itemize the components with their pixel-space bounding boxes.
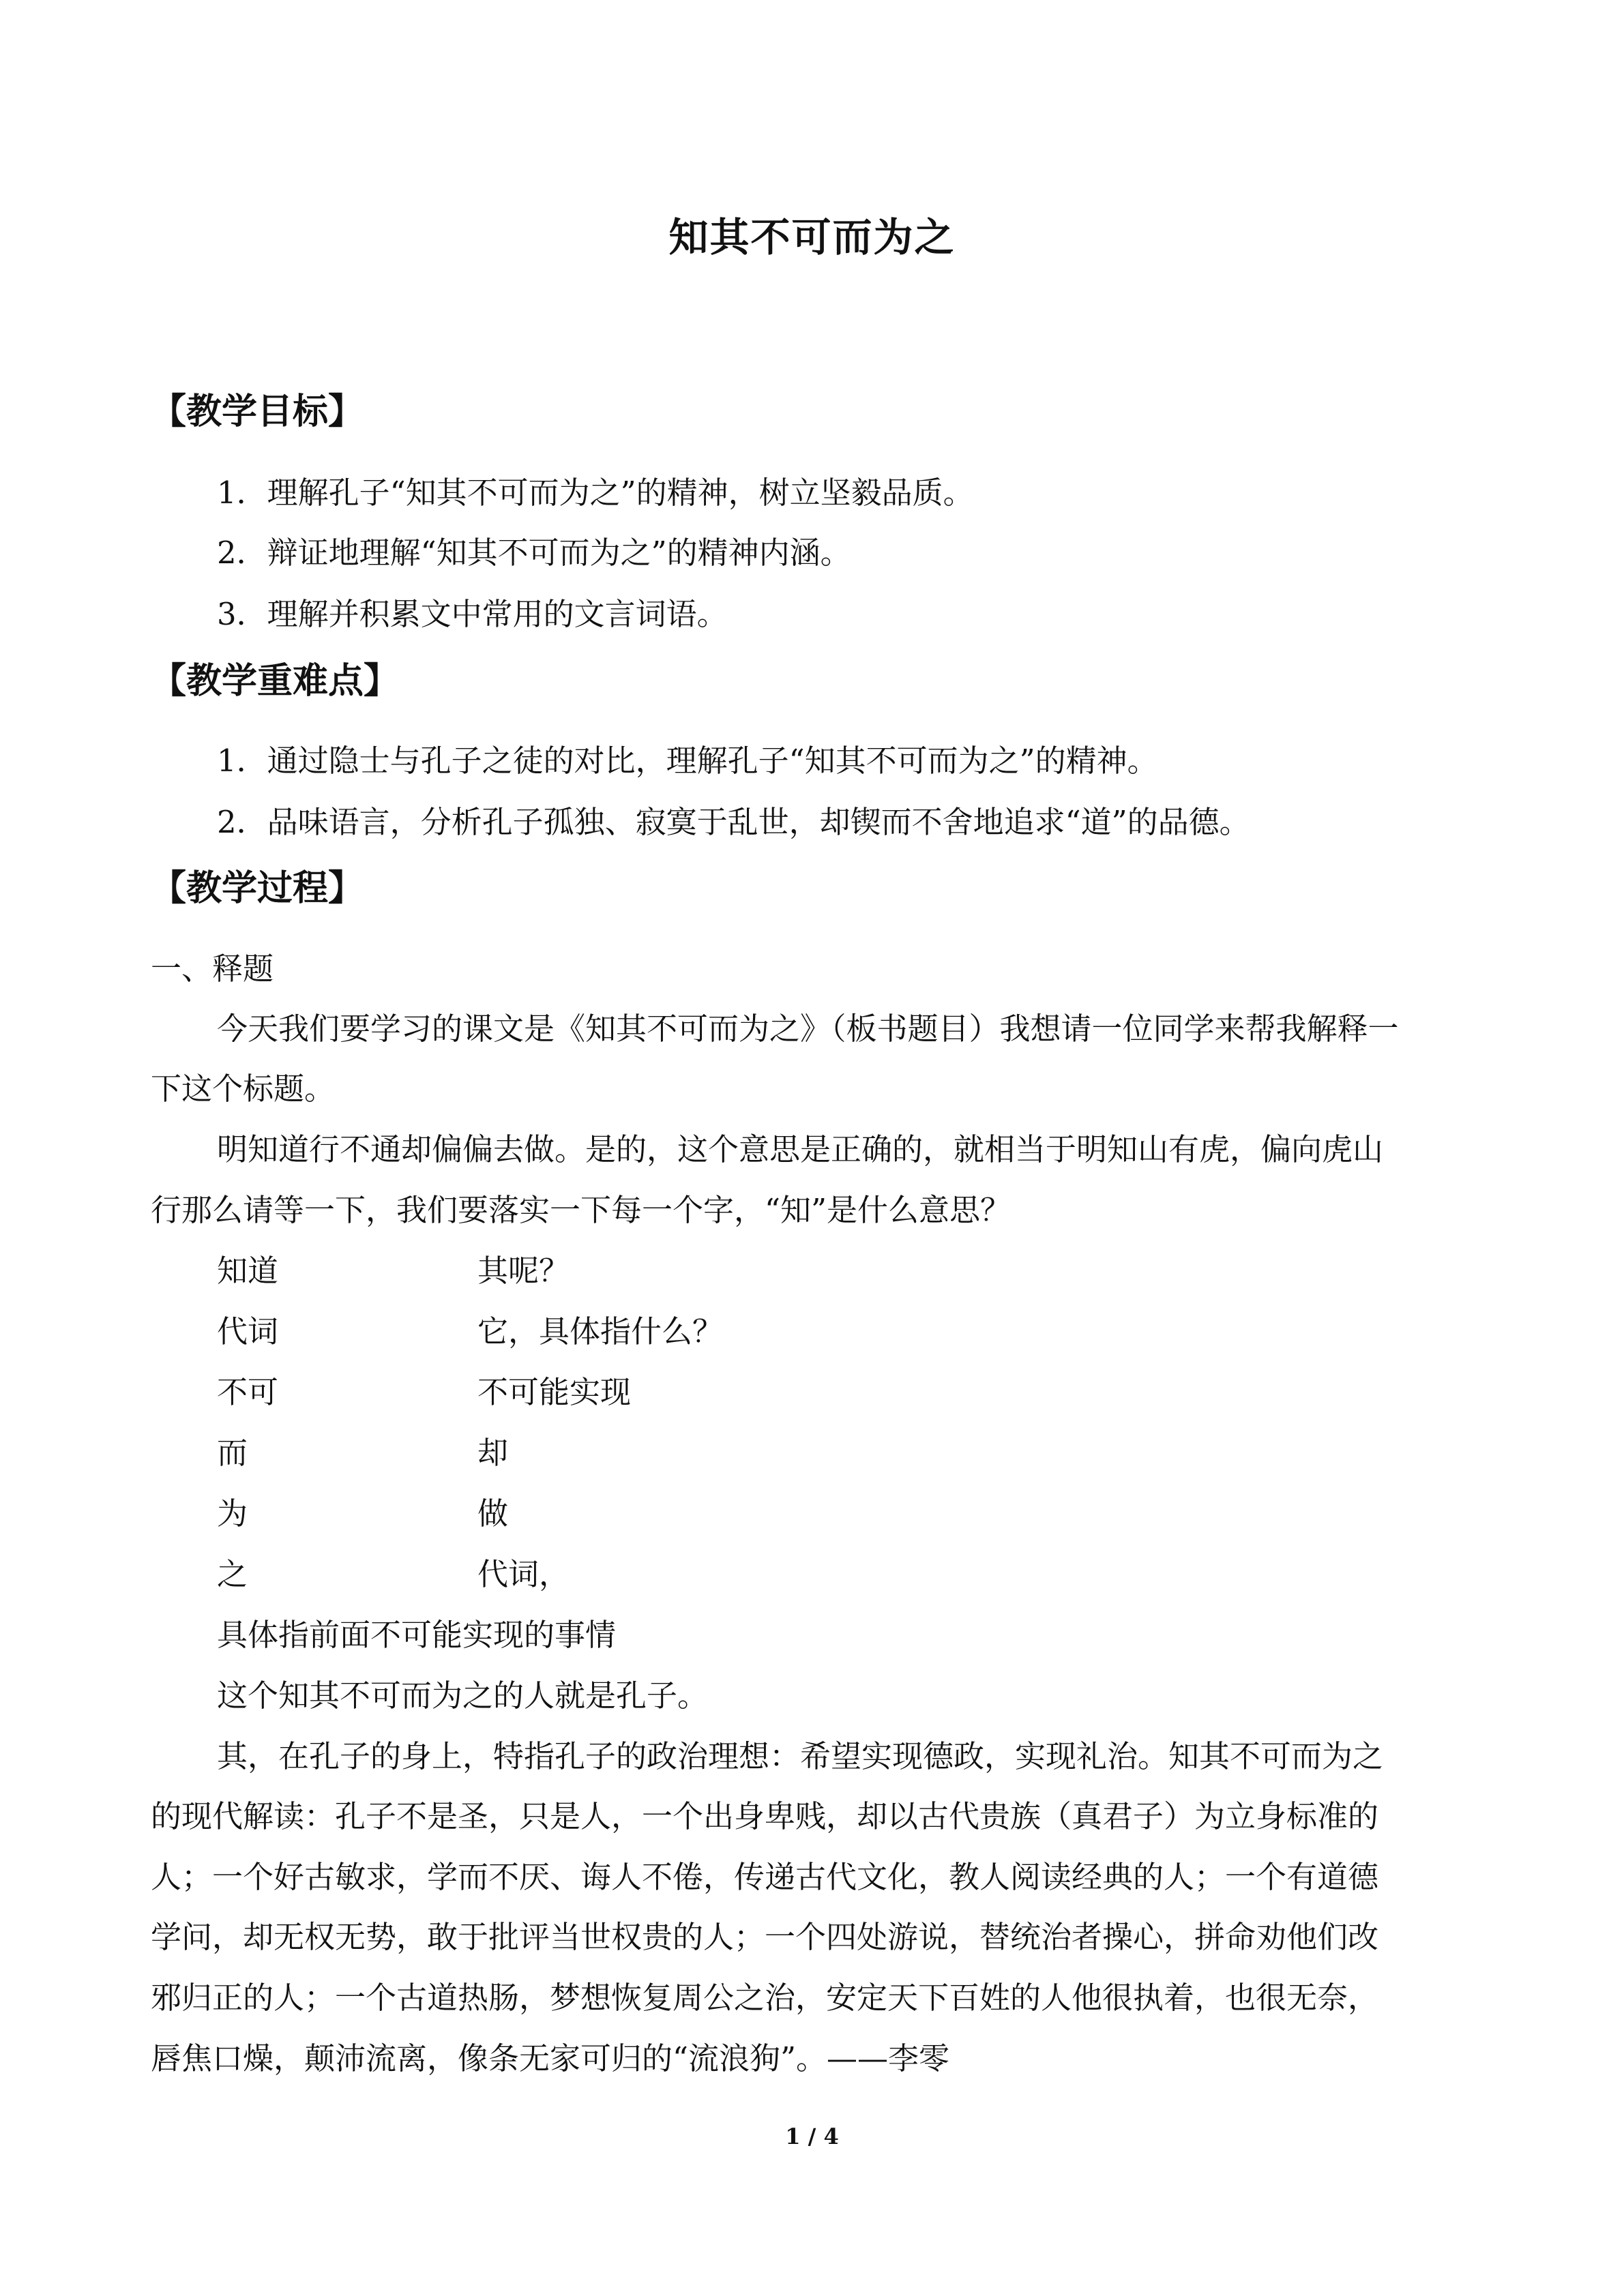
glossary-meaning: 其呢？ — [477, 1253, 570, 1289]
glossary-term: 代词 — [217, 1313, 279, 1350]
paragraph-3-line-6: 唇焦口燥，颠沛流离，像条无家可归的“流浪狗”。——李零 — [151, 2040, 950, 2076]
objective-item-2: 2．辩证地理解“知其不可而为之”的精神内涵。 — [217, 535, 851, 571]
confucius-statement: 这个知其不可而为之的人就是孔子。 — [217, 1678, 709, 1714]
heading-process: 【教学过程】 — [151, 868, 364, 909]
glossary-meaning: 不可能实现 — [477, 1374, 632, 1410]
objective-item-1: 1．理解孔子“知其不可而为之”的精神，树立坚毅品质。 — [217, 475, 974, 511]
objective-item-3: 3．理解并积累文中常用的文言词语。 — [217, 596, 728, 632]
heading-key-points: 【教学重难点】 — [151, 661, 400, 702]
paragraph-1-line-1: 今天我们要学习的课文是《知其不可而为之》（板书题目）我想请一位同学来帮我解释一 — [217, 1011, 1399, 1047]
glossary-term: 之 — [217, 1556, 248, 1592]
paragraph-3-line-3: 人；一个好古敏求，学而不厌、诲人不倦，传递古代文化，教人阅读经典的人；一个有道德 — [151, 1859, 1379, 1895]
page-number: 1 / 4 — [785, 2123, 839, 2149]
paragraph-3-line-2: 的现代解读：孔子不是圣，只是人，一个出身卑贱，却以古代贵族（真君子）为立身标准的 — [151, 1798, 1379, 1834]
glossary-meaning: 做 — [477, 1495, 509, 1532]
glossary-meaning: 代词， — [477, 1556, 570, 1592]
glossary-meaning: 它，具体指什么？ — [477, 1313, 724, 1350]
paragraph-2-line-1: 明知道行不通却偏偏去做。是的，这个意思是正确的，就相当于明知山有虎，偏向虎山 — [217, 1131, 1384, 1167]
glossary-term: 知道 — [217, 1253, 279, 1289]
glossary-term: 而 — [217, 1435, 248, 1471]
subheading-interpret-title: 一、释题 — [151, 951, 274, 987]
glossary-meaning: 却 — [477, 1435, 509, 1471]
glossary-note: 具体指前面不可能实现的事情 — [217, 1617, 617, 1653]
paragraph-1-line-2: 下这个标题。 — [151, 1071, 336, 1107]
paragraph-2-line-2: 行那么请等一下，我们要落实一下每一个字，“知”是什么意思？ — [151, 1192, 1012, 1228]
paragraph-3-line-5: 邪归正的人；一个古道热肠，梦想恢复周公之治，安定天下百姓的人他很执着，也很无奈， — [151, 1980, 1379, 2016]
page-title: 知其不可而为之 — [668, 214, 956, 260]
glossary-term: 不可 — [217, 1374, 279, 1410]
paragraph-3-line-1: 其，在孔子的身上，特指孔子的政治理想：希望实现德政，实现礼治。知其不可而为之 — [217, 1738, 1384, 1774]
heading-objectives: 【教学目标】 — [151, 391, 364, 432]
key-point-item-1: 1．通过隐士与孔子之徒的对比，理解孔子“知其不可而为之”的精神。 — [217, 743, 1158, 779]
paragraph-3-line-4: 学问，却无权无势，敢于批评当世权贵的人；一个四处游说，替统治者操心，拼命劝他们改 — [151, 1919, 1379, 1955]
glossary-term: 为 — [217, 1495, 248, 1532]
key-point-item-2: 2．品味语言，分析孔子孤独、寂寞于乱世，却锲而不舍地追求“道”的品德。 — [217, 804, 1250, 840]
